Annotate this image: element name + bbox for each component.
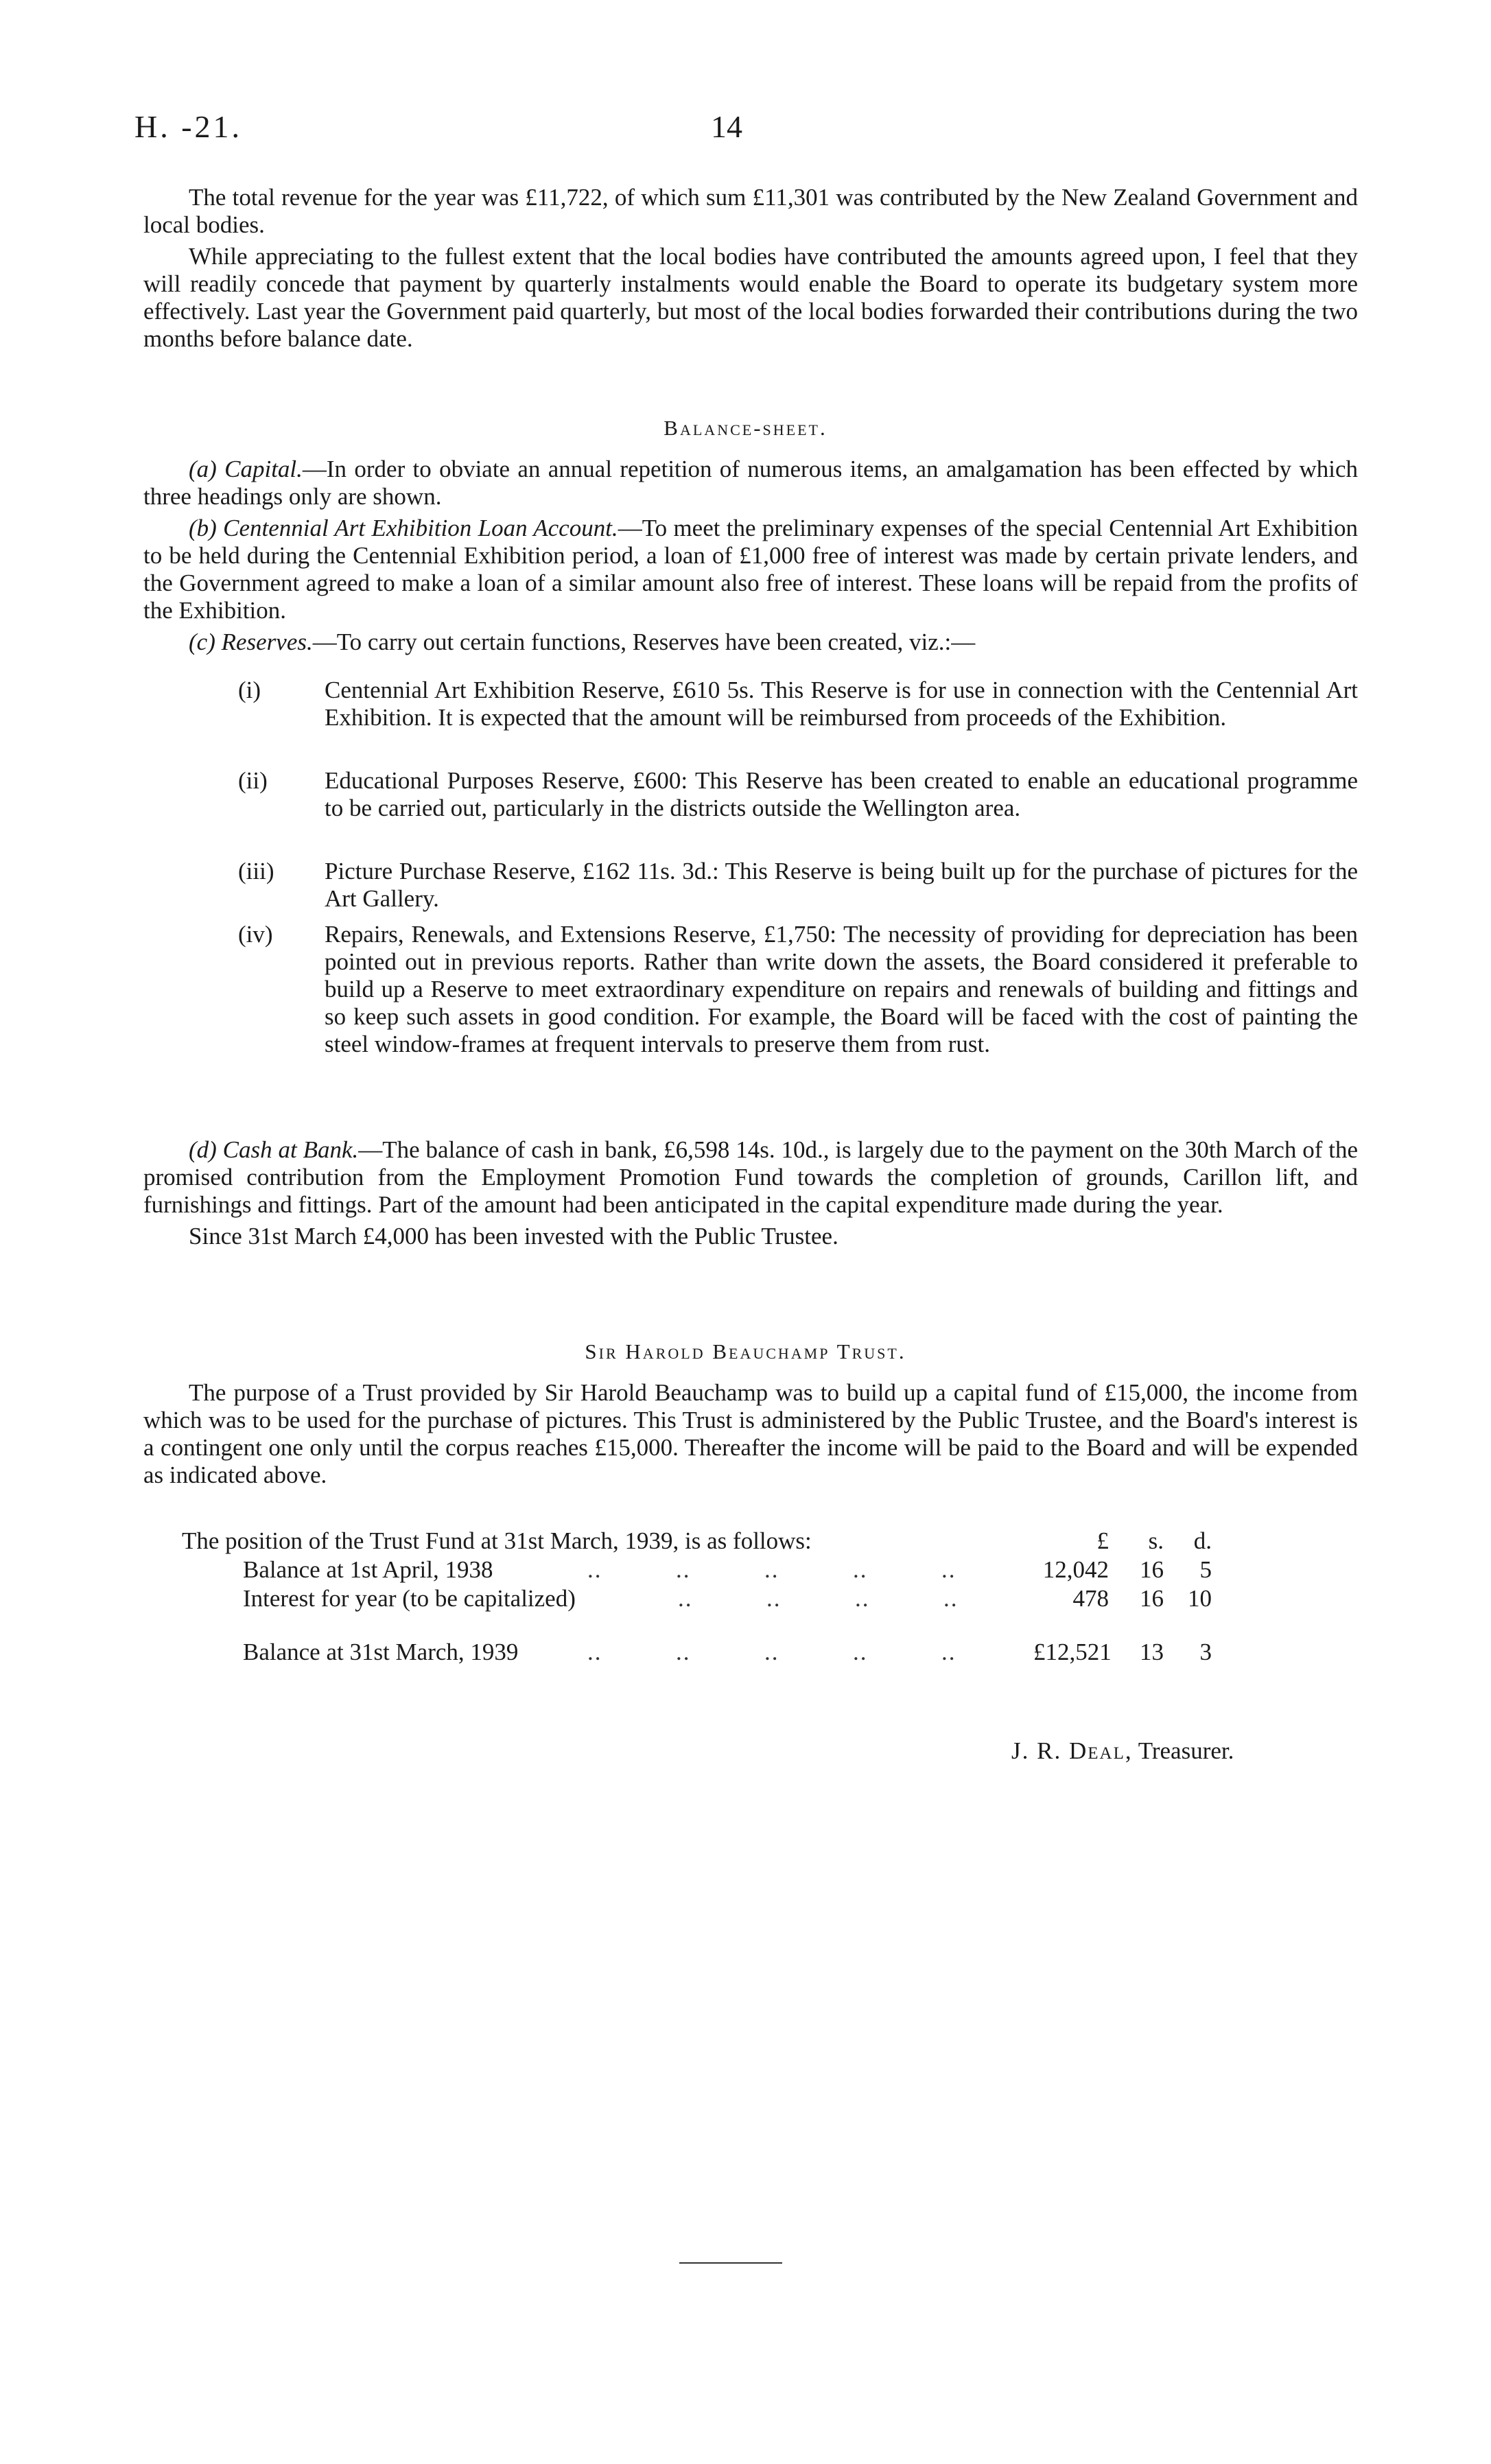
intro-section <box>143 184 1358 353</box>
cash-at-bank-section <box>143 1136 1358 1250</box>
closing-rule <box>679 2262 782 2264</box>
reserve-number: (ii) <box>238 767 268 794</box>
instalments-paragraph: While appreciating to the fullest extent that the local bodies have contributed the amounts agreed upon, I feel that they will readily concede that payment by quarterly instalments would enable the Board to operate its budgetary system more effectively. Last year the Government paid quarterly, but most of the local bodies forwarded their contributions during the two months before balance date. <box>143 243 1358 352</box>
signatory-title: Treasurer. <box>1138 1737 1234 1764</box>
reserve-text: Centennial Art Exhibition Reserve, £610 5s. This Reserve is for use in connection with the Centennial Art Exhibition. It is expected that the amount will be reimbursed from proceeds of the Exhibition. <box>325 677 1358 731</box>
capital-paragraph <box>143 456 1358 511</box>
total-pence: 3 <box>1199 1639 1212 1665</box>
investment-paragraph: Since 31st March £4,000 has been invested with the Public Trustee. <box>189 1223 838 1249</box>
reserve-item <box>238 677 1358 731</box>
cash-at-bank-label: (d) Cash at Bank. <box>189 1136 359 1163</box>
total-row <box>183 1639 1280 1666</box>
shillings-column-header: s. <box>1148 1527 1164 1554</box>
loan-account-paragraph <box>143 515 1358 624</box>
capital-text: —In order to obviate an annual repetition of numerous items, an amalgamation has been effected by which three headings only are shown. <box>143 456 1359 510</box>
cash-at-bank-paragraph <box>143 1136 1358 1219</box>
row-pounds: 478 <box>1072 1585 1109 1612</box>
signatory-name: J. R. Deal, <box>1011 1737 1133 1764</box>
document-code: H. -21. <box>134 109 243 144</box>
capital-label: (a) Capital. <box>189 456 303 482</box>
trust-heading: Sir Harold Beauchamp Trust. <box>585 1339 906 1363</box>
loan-account-label: (b) Centennial Art Exhibition Loan Account. <box>189 515 618 541</box>
reserve-number: (iv) <box>238 921 273 948</box>
balance-sheet-heading: Balance-sheet. <box>664 416 827 440</box>
row-pence: 10 <box>1188 1585 1212 1612</box>
pence-column-header: d. <box>1193 1527 1212 1554</box>
row-label: Balance at 1st April, 1938 <box>243 1556 493 1583</box>
reserves-paragraph <box>143 629 1358 656</box>
leader-dots: .. .. .. .. .. <box>587 1556 956 1583</box>
total-shillings: 13 <box>1140 1639 1164 1665</box>
reserve-item <box>238 767 1358 822</box>
reserve-text: Picture Purchase Reserve, £162 11s. 3d.: This Reserve is being built up for the purchase of pictures for the Art Gallery. <box>325 858 1358 912</box>
reserve-text: Repairs, Renewals, and Extensions Reserve, £1,750: The necessity of providing for depreciation has been pointed out in previous reports. Rather than write down the assets, the Board considered it preferable to build up a Reserve to meet extraordinary expenditure on repairs and renewals of building and fittings and so keep such assets in good condition. For example, the Board will be faced with the cost of painting the steel window-frames at frequent intervals to preserve them from rust. <box>325 921 1358 1057</box>
pounds-column-header: £ <box>1096 1527 1109 1554</box>
row-shillings: 16 <box>1140 1585 1164 1612</box>
balance-sheet-section <box>143 456 1358 656</box>
reserves-label: (c) Reserves. <box>189 629 313 655</box>
leader-dots: .. .. .. .. .. <box>587 1639 956 1665</box>
table-row <box>183 1556 1280 1584</box>
row-shillings: 16 <box>1140 1556 1164 1583</box>
reserve-item <box>238 921 1358 1058</box>
position-intro: The position of the Trust Fund at 31st March, 1939, is as follows: <box>182 1527 812 1554</box>
reserve-number: (iii) <box>238 858 274 884</box>
reserve-text: Educational Purposes Reserve, £600: This Reserve has been created to enable an educational programme to be carried out, particularly in the districts outside the Wellington area. <box>325 767 1358 821</box>
reserve-item <box>238 858 1358 913</box>
cash-at-bank-text: —The balance of cash in bank, £6,598 14s. 10d., is largely due to the payment on the 30th March of the promised contribution from the Employment Promotion Fund towards the completion of grounds, Carillon lift, and furnishings and fittings. Part of the amount had been anticipated in the capital expenditure made during the year. <box>143 1136 1358 1218</box>
row-pence: 5 <box>1199 1556 1212 1583</box>
page-number: 14 <box>711 109 742 144</box>
trust-section <box>143 1379 1358 1489</box>
total-pounds: £12,521 <box>1033 1639 1112 1665</box>
revenue-paragraph: The total revenue for the year was £11,722, of which sum £11,301 was contributed by the New Zealand Government and local bodies. <box>143 184 1358 238</box>
signature <box>1011 1737 1234 1765</box>
row-label: Interest for year (to be capitalized) <box>243 1585 576 1612</box>
loan-account-text: —To meet the preliminary expenses of the special Centennial Art Exhibition to be held during the Centennial Exhibition period, a loan of £1,000 free of interest was made by certain private lenders, and the Government agreed to make a loan of a similar amount also free of interest. These loans will be repaid from the profits of the Exhibition. <box>143 515 1358 624</box>
reserve-number: (i) <box>238 677 261 703</box>
table-header-row <box>183 1527 1280 1555</box>
leader-dots: .. .. .. .. <box>678 1585 959 1612</box>
trust-paragraph: The purpose of a Trust provided by Sir Harold Beauchamp was to build up a capital fund of £15,000, the income from which was to be used for the purchase of pictures. This Trust is administered by the Public Trustee, and the Board's interest is a contingent one only until the corpus reaches £15,000. Thereafter the income will be paid to the Board and will be expended as indicated above. <box>143 1379 1358 1488</box>
row-pounds: 12,042 <box>1042 1556 1109 1583</box>
table-row <box>183 1585 1280 1612</box>
reserves-text: —To carry out certain functions, Reserves have been created, viz.:— <box>312 629 976 655</box>
total-label: Balance at 31st March, 1939 <box>243 1639 519 1665</box>
